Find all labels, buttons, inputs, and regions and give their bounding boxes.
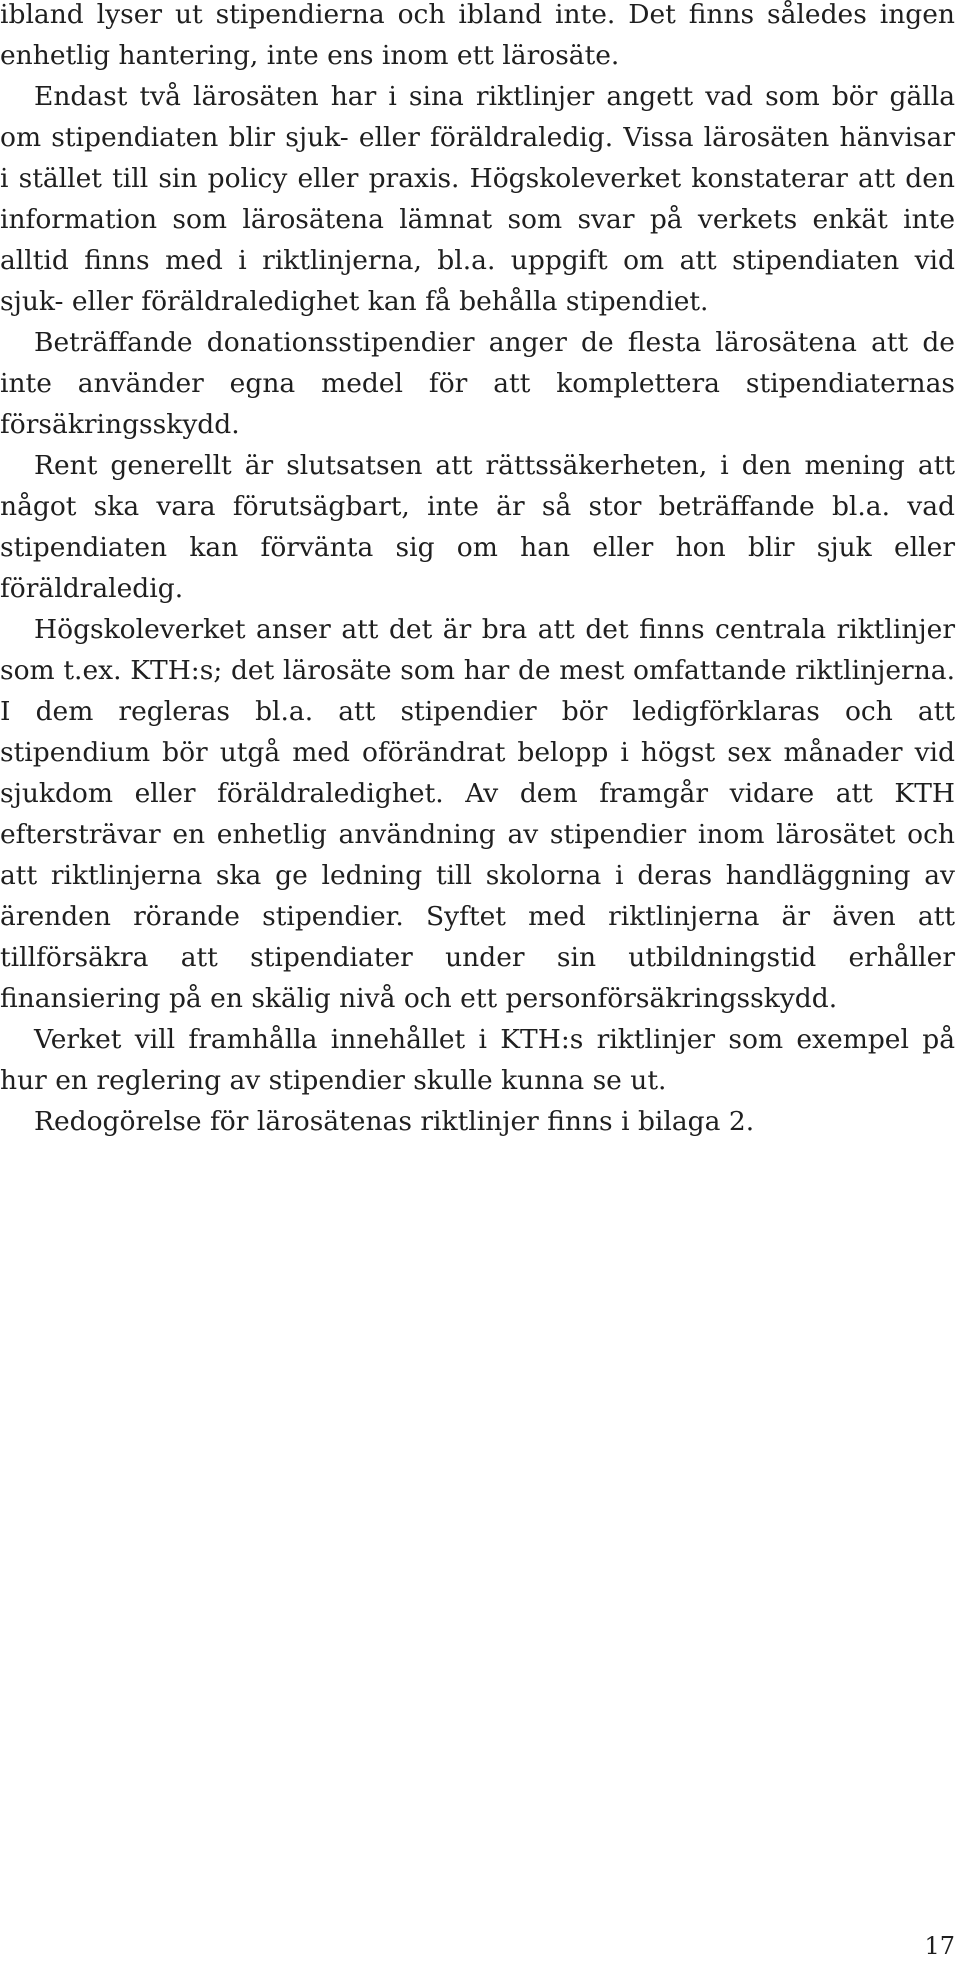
paragraph-4: Rent generellt är slutsatsen att rättssäkerheten, i den mening att något ska vara förutsägbart, inte är så stor beträffande bl.a. vad stipendiaten kan förvänta sig om han eller hon blir sjuk eller föräldraledig.: [0, 450, 955, 604]
paragraph-5: Högskoleverket anser att det är bra att det finns centrala riktlinjer som t.ex. KTH:s; det lärosäte som har de mest omfattande riktlinjerna. I dem regleras bl.a. att stipendier bör ledigförklaras och att stipendium bör utgå med oförändrat belopp i högst sex månader vid sjukdom eller föräldraledighet. Av dem framgår vidare att KTH eftersträvar en enhetlig användning av stipendier inom lärosätet och att riktlinjerna ska ge ledning till skolorna i deras handläggning av ärenden rörande stipendier. Syftet med riktlinjerna är även att tillförsäkra att stipendiater under sin utbildningstid erhåller finansiering på en skälig nivå och ett personförsäkringsskydd.: [0, 614, 955, 1014]
paragraph-2: Endast två lärosäten har i sina riktlinjer angett vad som bör gälla om stipendiaten blir sjuk- eller föräldraledig. Vissa lärosäten hänvisar i stället till sin policy eller praxis. Högskoleverket konstaterar att den information som lärosätena lämnat som svar på verkets enkät inte alltid finns med i riktlinjerna, bl.a. uppgift om att stipendiaten vid sjuk- eller föräldraledighet kan få behålla stipendiet.: [0, 81, 955, 317]
paragraph-1: ibland lyser ut stipendierna och ibland inte. Det finns således ingen enhetlig hantering, inte ens inom ett lärosäte.: [0, 0, 955, 71]
paragraph-6: Verket vill framhålla innehållet i KTH:s riktlinjer som exempel på hur en reglering av stipendier skulle kunna se ut.: [0, 1024, 955, 1096]
page-number: 17: [924, 1932, 955, 1960]
paragraph-3: Beträffande donationsstipendier anger de flesta lärosätena att de inte använder egna medel för att komplettera stipendiaternas försäkringsskydd.: [0, 327, 955, 440]
paragraph-7: Redogörelse för lärosätenas riktlinjer finns i bilaga 2.: [34, 1106, 755, 1137]
